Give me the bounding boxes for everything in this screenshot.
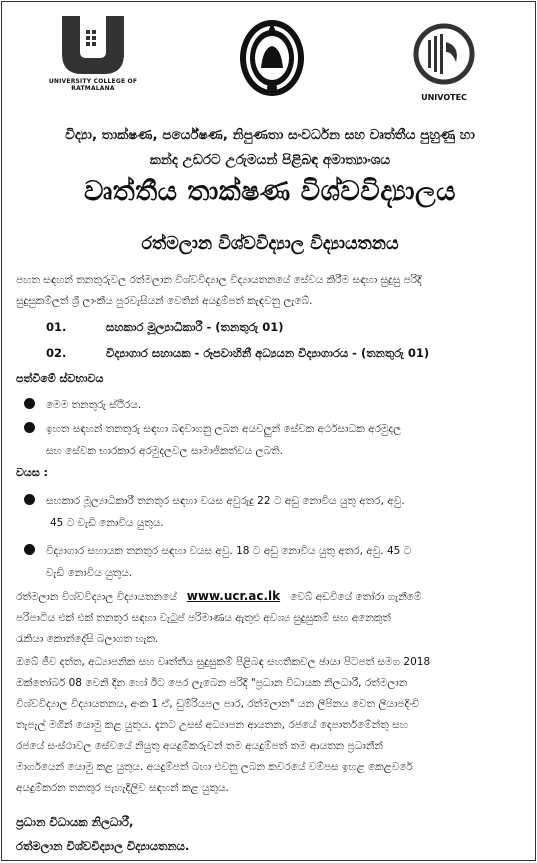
nature-bullet-1 — [46, 394, 520, 416]
nature-bullet-2-line-1: ඉහත සඳහන් තනතුරු සඳහා බඳවාගනු ලබන අයවලුන් සේවක අර්ථසාධක අරමුදල — [46, 423, 402, 435]
nature-bullet-2 — [46, 418, 520, 462]
web-paragraph — [16, 586, 524, 650]
signature-block — [16, 810, 189, 858]
web-line-2: පරිපාටිය එක් එක් තනතුර සඳහා වැටුප් පරිමාණය ඇතුළු අවශ්‍ය සුදුසුකම් සහ අනෙකුත් — [16, 612, 391, 624]
apply-line-5: රජයේ සංස්ථාවල සේවයේ නියුතු අයදුම්කරුවන් තම අයදුම්පත් තම ආයතන ප්‍රධානීන් — [16, 740, 383, 752]
logo-bar — [2, 8, 535, 118]
college-title: රත්මලාන විශ්වවිද්‍යාල විද්‍යායතනය — [141, 234, 399, 254]
age-bullet-2-line-1: විද්‍යාගාර සහායක තනතුර සඳහා වයස අවු. 18 ට අඩු නොවිය යුතු අතර, අවු. 45 ට — [46, 545, 412, 557]
sri-lanka-emblem — [237, 18, 307, 102]
nature-bullet-2-line-2: සහ සේවක භාරකාර අරමුදලවල සාමාජිකත්වය ලබති. — [46, 445, 283, 457]
age-bullet-1-line-2: 45 ට වැඩි නොවිය යුතුය. — [50, 517, 164, 529]
nature-heading: පත්වීමේ ස්වභාවය — [16, 372, 104, 385]
apply-line-7: අයදුම්කරන තනතුර පැහැදිලිව සඳහන් කළ යුතුය. — [16, 782, 229, 794]
post-2-number: 02. — [46, 346, 67, 360]
web-line-3: රැකියා කොන්දේසි බලාගත හැක. — [16, 633, 159, 645]
web-line-1-post: වෙබ් අඩවියේ තෝරා ගැනීමේ — [290, 591, 422, 603]
ministry-line-2: කන්ද උඩරට උරුමයන් පිළිබඳ අමාත්‍යාංශය — [149, 152, 391, 168]
post-1-title: සහකාර මූල්‍යාධිකාරී - (තනතුරු 01) — [106, 320, 284, 334]
ucr-logo — [48, 16, 138, 92]
age-bullet-2-line-2: වැඩි නොවිය යුතුය. — [46, 567, 133, 579]
web-line-1 — [16, 586, 524, 608]
national-emblem-icon — [237, 18, 307, 98]
bullet-dot-icon — [24, 422, 35, 433]
apply-line-1: ඔබේ ජීව දත්ත, අධ්‍යාපනික සහ වෘත්තීය සුදුසුකම් පිළිබඳ සහතිකවල ඡායා පිටපත් සමග 2018 — [16, 656, 431, 668]
intro-line-1: පහත සඳහන් තනතුරුවල රත්මලාන විශ්වවිද්‍යාල විද්‍යායතනයේ සේවය කිරීම සඳහා සුදුසු පරිදි — [16, 274, 422, 286]
signature-line-1: ප්‍රධාන විධායක නිලධාරී, — [16, 815, 134, 829]
ucr-logo-caption-2: RATMALANA — [71, 85, 115, 92]
univotec-emblem-icon — [412, 22, 476, 86]
apply-line-6: මාර්ගයෙන් යොමු කළ යුතුය. අයදුම්පත් බහා එවනු ලබන කවරයේ වම්පස ඉහළ කෙළවරේ — [16, 761, 413, 773]
bullet-dot-icon — [24, 398, 35, 409]
apply-line-4: තැපැල් මගින් යොමු කළ යුතුය. දැනට උසස් අධ්‍යාපන ආයතන, රජයේ දෙපාර්තමේන්තු සහ — [16, 719, 408, 731]
intro-line-2: සුදුසුකම්ලත් ශ්‍රී ලාංකීය පුරවැසියන් වෙතින් අයදුම්පත් කැඳවනු ලැබේ. — [16, 295, 313, 307]
ucr-logo-caption-1: UNIVERSITY COLLEGE OF — [48, 78, 138, 85]
post-1 — [46, 316, 516, 338]
bullet-dot-icon — [24, 494, 35, 505]
age-bullet-1 — [46, 490, 520, 534]
application-paragraph — [16, 652, 524, 799]
signature-line-2: රත්මලාන විශ්වවිද්‍යාල විද්‍යායතනය. — [16, 839, 190, 853]
age-heading: වයස : — [16, 466, 48, 479]
apply-line-3: විශ්වවිද්‍යාල විද්‍යායතනය, අංක 1 ඒ, ඩුම්රියපල පාර, රත්මලාන" යන ලිපිනය වෙත ලියාපදිංචි — [16, 698, 420, 710]
univotec-logo — [404, 22, 484, 102]
ucr-u-icon — [58, 16, 128, 74]
ministry-line-1: විද්‍යා, තාක්ෂණ, පර්යේෂණ, නිපුණතා සංවර්ධන සහ වෘත්තීය පුහුණු හා — [65, 127, 475, 143]
university-title: වෘත්තීය තාක්ෂණ විශ්වවිද්‍යාලය — [83, 176, 457, 207]
post-2 — [46, 342, 516, 364]
age-bullet-1-line-1: සහකාර මූල්‍යාධිකාරී තනතුර සඳහා වයස අවුරුදු 22 ට අඩු නොවිය යුතු අතර, අවු. — [46, 495, 405, 507]
bullet-dot-icon — [24, 544, 35, 555]
post-1-number: 01. — [46, 320, 67, 334]
intro-paragraph — [16, 270, 524, 312]
nature-bullet-1-text: මෙම තනතුරු ස්ථිරය. — [46, 399, 142, 411]
post-2-title: විද්‍යාගාර සහායක - රූපවාහිනී අධ්‍යයන විද්‍යාගාරය - (තනතුරු 01) — [106, 346, 430, 360]
web-line-1-pre: රත්මලාන විශ්වවිද්‍යාල විද්‍යායතනයේ — [16, 591, 177, 603]
website-link[interactable]: www.ucr.ac.lk — [186, 589, 281, 603]
ministry-name — [16, 123, 524, 173]
advertisement-page — [1, 1, 536, 861]
univotec-caption: UNIVOTEC — [421, 93, 467, 102]
apply-line-2: ඔක්තෝබර් 08 වෙනි දින හෝ ඊට පෙර ලැබෙන පරිදි "ප්‍රධාන විධායක නිලධාරී, රත්මලාන — [16, 677, 408, 689]
age-bullet-2 — [46, 540, 520, 584]
